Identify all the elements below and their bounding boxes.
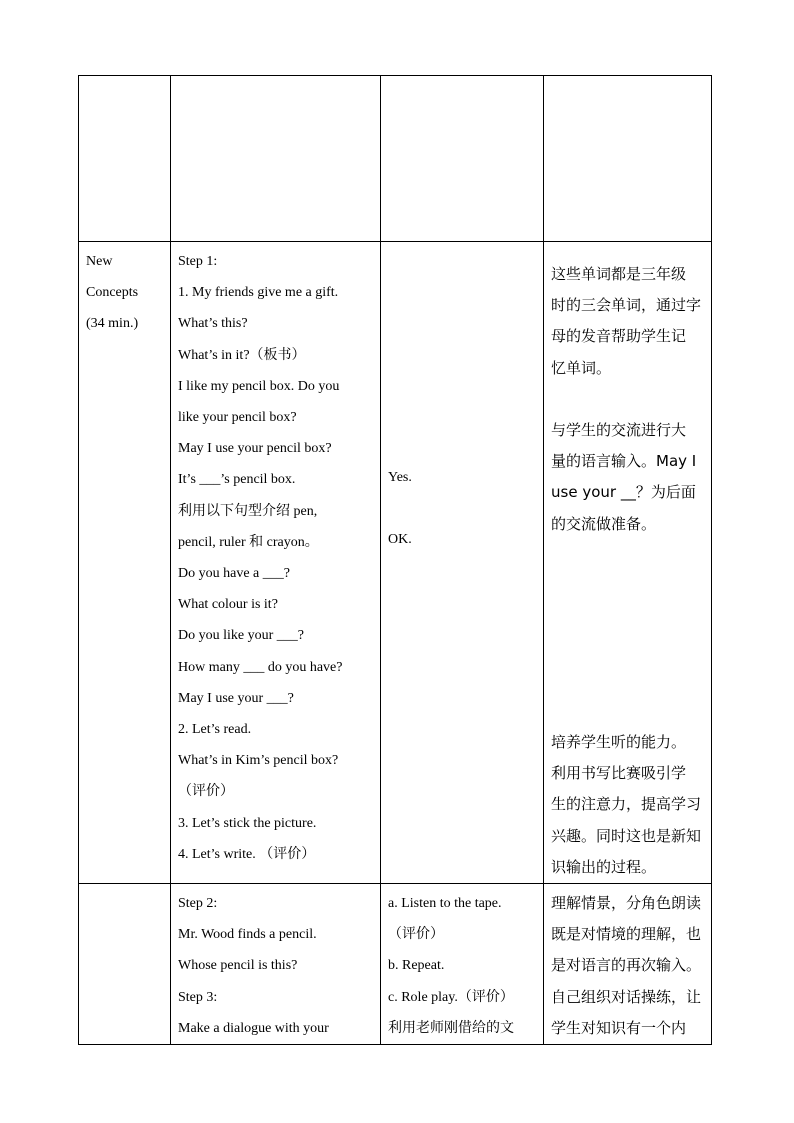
empty-cell xyxy=(79,883,171,1044)
teacher-line: May I use your pencil box? xyxy=(178,441,332,457)
note-line: 利用书写比赛吸引学 xyxy=(551,764,687,783)
table-row-new-concepts xyxy=(79,242,712,884)
table-row-empty xyxy=(79,76,712,242)
note-line: 既是对情境的理解，也 xyxy=(551,925,702,944)
note-line: 量的语言输入。May I xyxy=(551,452,697,471)
student-line: （评价） xyxy=(388,927,444,943)
student-line: c. Role play.（评价） xyxy=(388,989,514,1005)
teacher-line: I like my pencil box. Do you xyxy=(178,378,340,394)
teacher-line: It’s ___’s pencil box. xyxy=(178,472,296,488)
teacher-line: How many ___ do you have? xyxy=(178,659,343,675)
teacher-line: What’s in Kim’s pencil box? xyxy=(178,753,339,769)
empty-cell xyxy=(544,76,712,242)
teacher-line: Do you like your ___? xyxy=(178,628,304,644)
teacher-line: May I use your ___? xyxy=(178,690,294,706)
teacher-line: Make a dialogue with your xyxy=(178,1020,329,1036)
teacher-activity-cell xyxy=(171,883,381,1044)
stage-label-line: New xyxy=(86,254,113,269)
teacher-line: What colour is it? xyxy=(178,597,278,613)
student-line: OK. xyxy=(388,532,412,548)
teacher-line: 1. My friends give me a gift. xyxy=(178,285,339,301)
note-line: 是对语言的再次输入。 xyxy=(551,956,702,975)
note-line: 自己组织对话操练，让 xyxy=(551,987,702,1006)
teacher-line: 利用以下句型介绍 pen, xyxy=(178,503,318,519)
lesson-plan-table xyxy=(78,75,712,1045)
teacher-line: What’s this? xyxy=(178,316,248,332)
teacher-line: pencil, ruler 和 crayon。 xyxy=(178,534,319,550)
note-line: 理解情景，分角色朗读 xyxy=(551,893,702,912)
empty-cell xyxy=(171,76,381,242)
student-activity-cell xyxy=(381,242,544,884)
note-line: 培养学生听的能力。 xyxy=(551,732,687,751)
note-line: 忆单词。 xyxy=(551,358,612,377)
teacher-line: 3. Let’s stick the picture. xyxy=(178,815,317,831)
teacher-line: 4. Let’s write. （评价） xyxy=(178,846,316,862)
teacher-line: like your pencil box? xyxy=(178,410,297,426)
teacher-activity-cell xyxy=(171,242,381,884)
note-line: 这些单词都是三年级 xyxy=(551,265,687,283)
note-line: 母的发音帮助学生记 xyxy=(551,327,687,346)
teacher-line: （评价） xyxy=(178,784,234,800)
teacher-line: Step 1: xyxy=(178,254,218,269)
empty-cell xyxy=(381,76,544,242)
note-line: 与学生的交流进行大 xyxy=(551,421,687,439)
note-line: 识输出的过程。 xyxy=(551,857,657,876)
empty-cell xyxy=(79,76,171,242)
teacher-line: Do you have a ___? xyxy=(178,566,290,582)
note-line: use your __？为后面 xyxy=(551,483,696,502)
teacher-line: Mr. Wood finds a pencil. xyxy=(178,927,317,943)
note-line: 的交流做准备。 xyxy=(551,514,657,533)
teacher-line: Step 3: xyxy=(178,989,218,1005)
teacher-line: Whose pencil is this? xyxy=(178,958,298,974)
student-line: a. Listen to the tape. xyxy=(388,895,502,911)
note-line: 学生对知识有一个内 xyxy=(551,1018,687,1037)
teacher-line: What’s in it?（板书） xyxy=(178,347,306,363)
teacher-line: Step 2: xyxy=(178,895,218,911)
note-line: 兴趣。同时这也是新知 xyxy=(551,826,702,845)
student-line: Yes. xyxy=(388,470,412,485)
purpose-cell xyxy=(544,242,712,884)
student-line: 利用老师刚借给的文 xyxy=(388,1020,514,1036)
stage-cell xyxy=(79,242,171,884)
teacher-line: 2. Let’s read. xyxy=(178,722,252,738)
table-row-practice xyxy=(79,883,712,1044)
purpose-cell xyxy=(544,883,712,1044)
student-activity-cell xyxy=(381,883,544,1044)
student-line: b. Repeat. xyxy=(388,958,445,974)
note-line: 生的注意力，提高学习 xyxy=(551,795,702,814)
stage-label-line: (34 min.) xyxy=(86,316,139,332)
note-line: 时的三会单词，通过字 xyxy=(551,296,702,315)
stage-label-line: Concepts xyxy=(86,285,139,301)
